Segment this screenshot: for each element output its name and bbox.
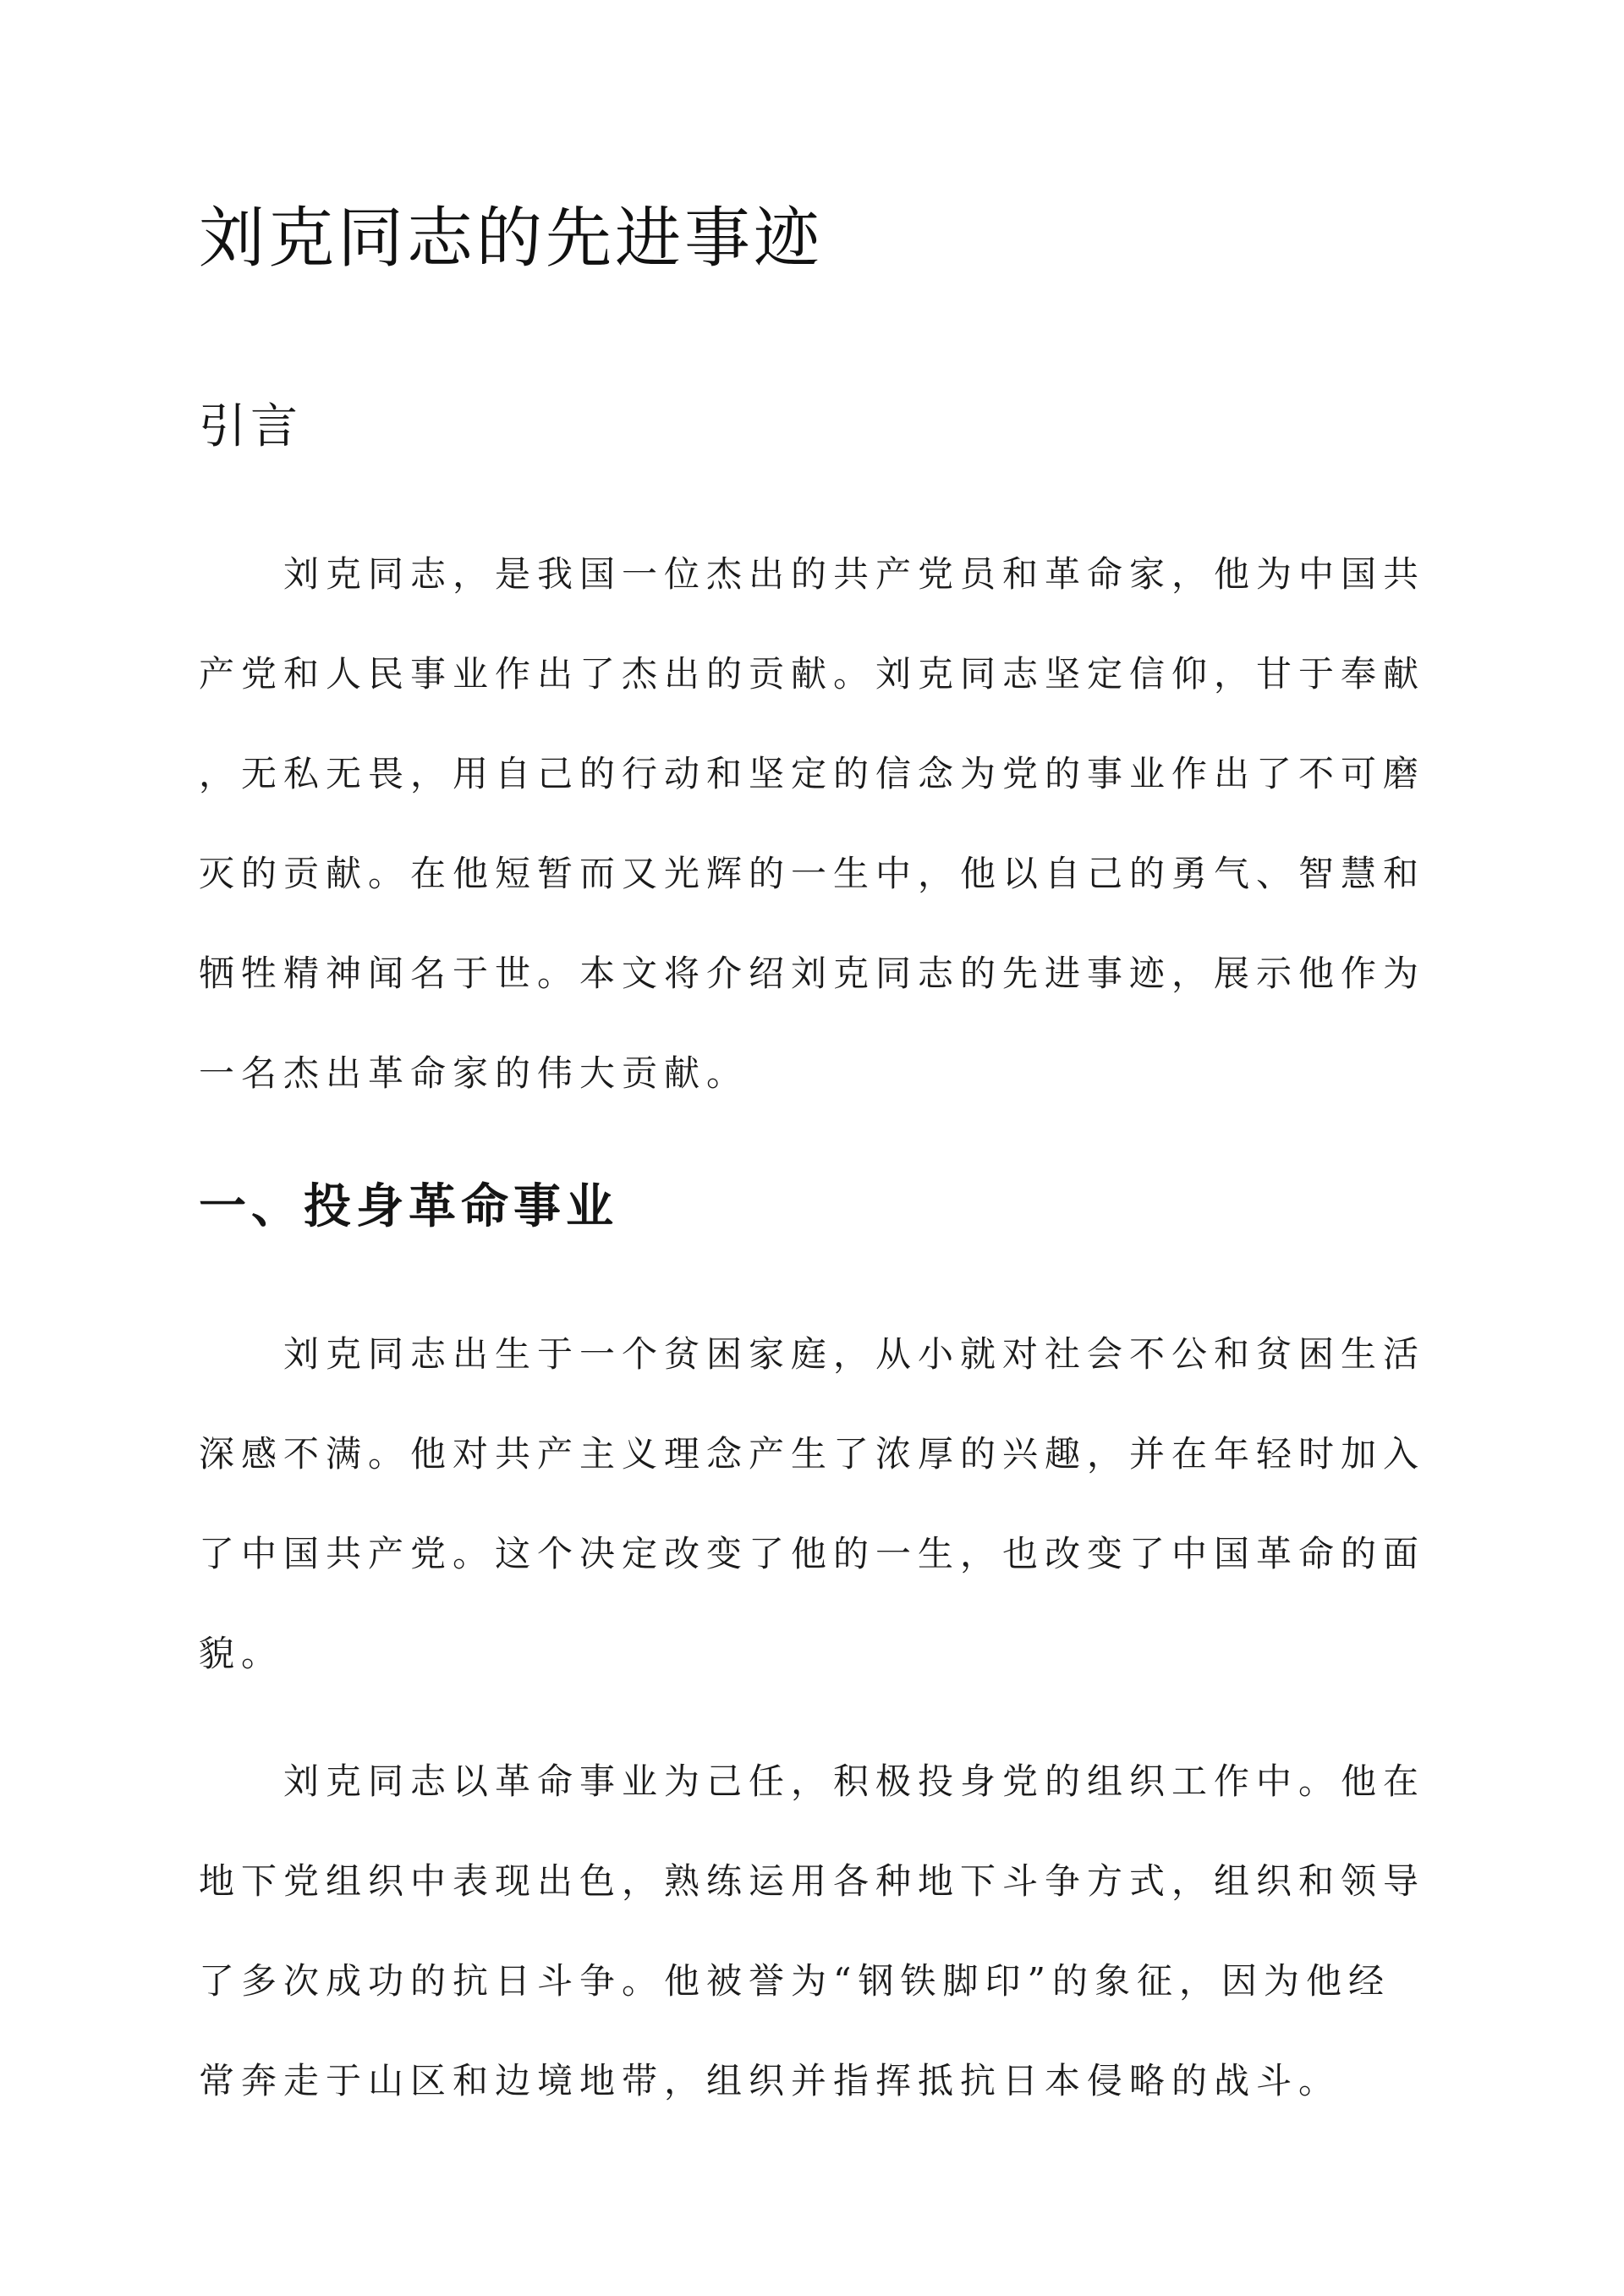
section-heading-introduction: 引言 (199, 399, 302, 454)
paragraph-line: 貌。 (199, 1633, 284, 1674)
paragraph-introduction (199, 525, 1434, 1123)
paragraph-line: ，无私无畏，用自己的行动和坚定的信念为党的事业作出了不可磨 (199, 753, 1426, 794)
paragraph-line: 产党和人民事业作出了杰出的贡献。刘克同志坚定信仰，甘于奉献 (199, 653, 1426, 695)
paragraph-line: 牺牲精神闻名于世。本文将介绍刘克同志的先进事迹，展示他作为 (199, 953, 1426, 994)
paragraph-line: 刘克同志以革命事业为己任，积极投身党的组织工作中。他在 (283, 1760, 1426, 1802)
paragraph-line: 地下党组织中表现出色，熟练运用各种地下斗争方式，组织和领导 (199, 1860, 1426, 1902)
paragraph-line: 一名杰出革命家的伟大贡献。 (199, 1052, 749, 1094)
paragraph-line: 了多次成功的抗日斗争。他被誉为“钢铁脚印”的象征，因为他经 (199, 1960, 1391, 2002)
paragraph-line: 刘克同志出生于一个贫困家庭，从小就对社会不公和贫困生活 (283, 1333, 1426, 1375)
paragraph-line: 深感不满。他对共产主义理念产生了浓厚的兴趣，并在年轻时加入 (199, 1433, 1426, 1475)
paragraph-line: 刘克同志，是我国一位杰出的共产党员和革命家，他为中国共 (283, 553, 1426, 595)
section-heading-joining-revolution: 一、投身革命事业 (199, 1179, 618, 1234)
paragraph-party-work (199, 1732, 1434, 2131)
paragraph-line: 灭的贡献。在他短暂而又光辉的一生中，他以自己的勇气、智慧和 (199, 853, 1426, 894)
paragraph-line: 常奔走于山区和边境地带，组织并指挥抵抗日本侵略的战斗。 (199, 2060, 1341, 2101)
paragraph-early-life (199, 1305, 1434, 1704)
paragraph-line: 了中国共产党。这个决定改变了他的一生，也改变了中国革命的面 (199, 1533, 1426, 1574)
document-title: 刘克同志的先进事迹 (199, 200, 824, 277)
